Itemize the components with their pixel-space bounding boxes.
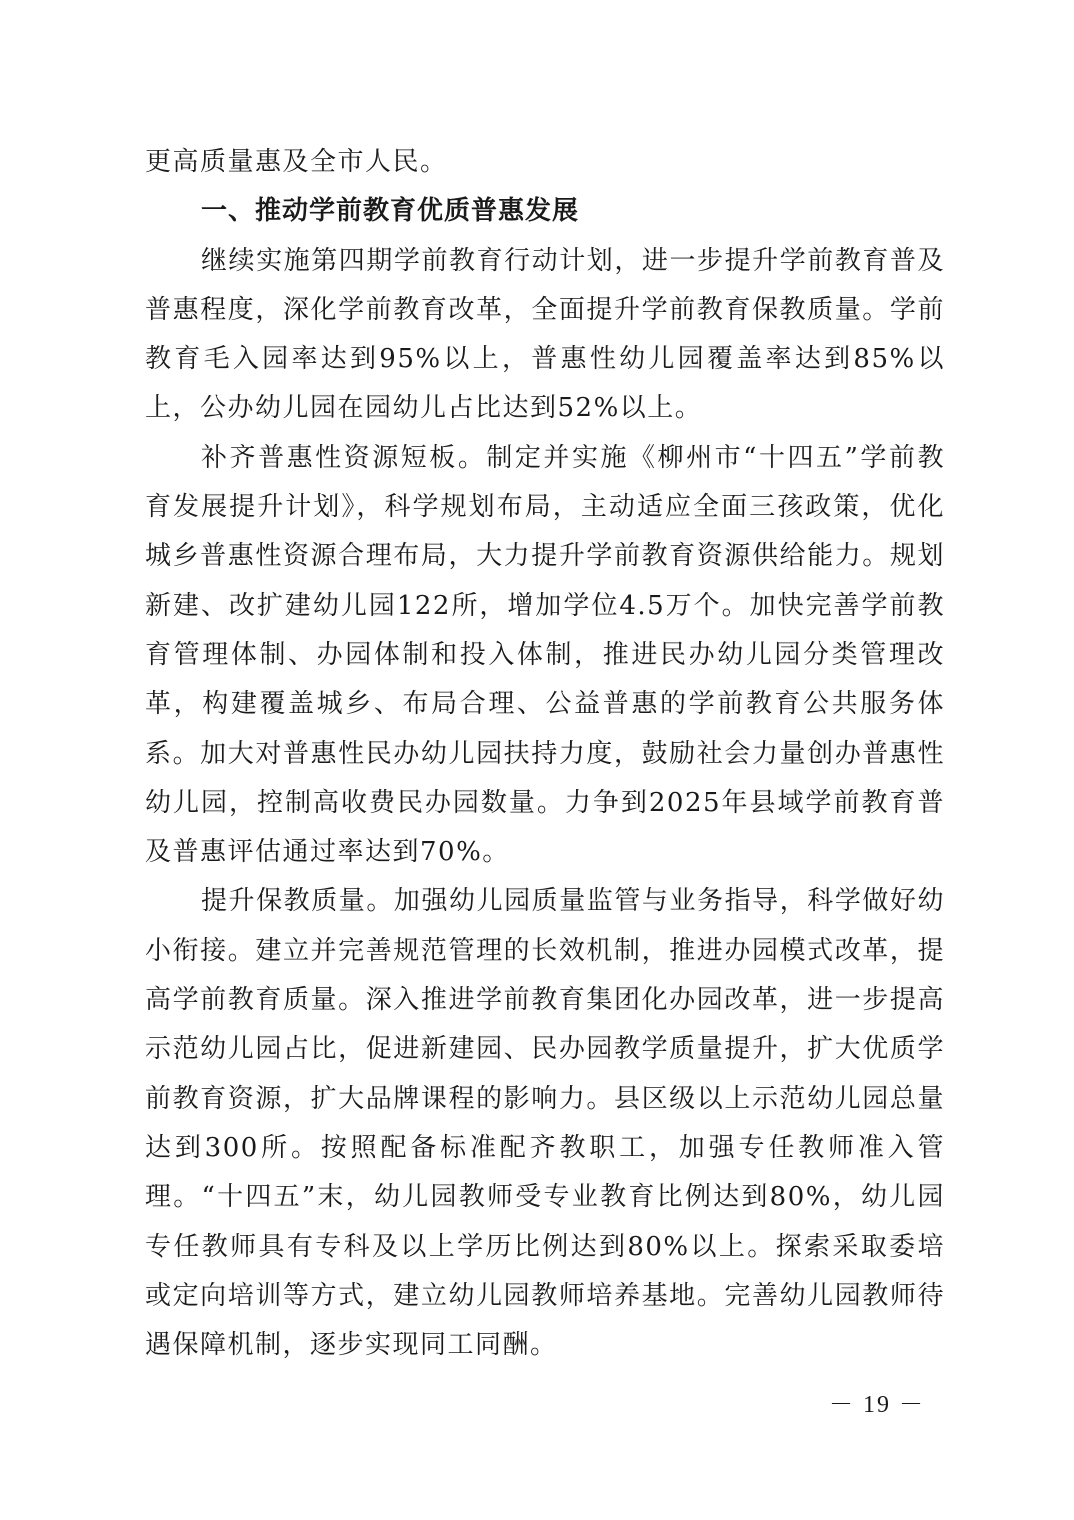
paragraph-resources: 补齐普惠性资源短板。制定并实施《柳州市“十四五”学前教育发展提升计划》，科学规划布局，主动适应全面三孩政策，优化城乡普惠性资源合理布局，大力提升学前教育资源供给能力。规划新建、改扩建幼儿园122所，增加学位4.5万个。加快完善学前教育管理体制、办园体制和投入体制，推进民办幼儿园分类管理改革，构建覆盖城乡、布局合理、公益普惠的学前教育公共服务体系。加大对普惠性民办幼儿园扶持力度，鼓励社会力量创办普惠性幼儿园，控制高收费民办园数量。力争到2025年县域学前教育普及普惠评估通过率达到70%。 bbox=[145, 442, 945, 868]
paragraph-quality: 提升保教质量。加强幼儿园质量监管与业务指导，科学做好幼小衔接。建立并完善规范管理的长效机制，推进办园模式改革，提高学前教育质量。深入推进学前教育集团化办园改革，进一步提高示范幼儿园占比，促进新建园、民办园教学质量提升，扩大优质学前教育资源，扩大品牌课程的影响力。县区级以上示范幼儿园总量达到300所。按照配备标准配齐教职工，加强专任教师准入管理。“十四五”末，幼儿园教师受专业教育比例达到80%，幼儿园专任教师具有专科及以上学历比例达到80%以上。探索采取委培或定向培训等方式，建立幼儿园教师培养基地。完善幼儿园教师待遇保障机制，逐步实现同工同酬。 bbox=[145, 886, 945, 1361]
page-number: － 19 － bbox=[829, 1392, 925, 1418]
document-body bbox=[145, 138, 945, 1370]
paragraph-action-plan: 继续实施第四期学前教育行动计划，进一步提升学前教育普及普惠程度，深化学前教育改革，全面提升学前教育保教质量。学前教育毛入园率达到95%以上，普惠性幼儿园覆盖率达到85%以上，公办幼儿园在园幼儿占比达到52%以上。 bbox=[145, 245, 945, 424]
paragraph-continuation: 更高质量惠及全市人民。 bbox=[145, 147, 448, 177]
section-heading: 一、推动学前教育优质普惠发展 bbox=[201, 196, 580, 227]
